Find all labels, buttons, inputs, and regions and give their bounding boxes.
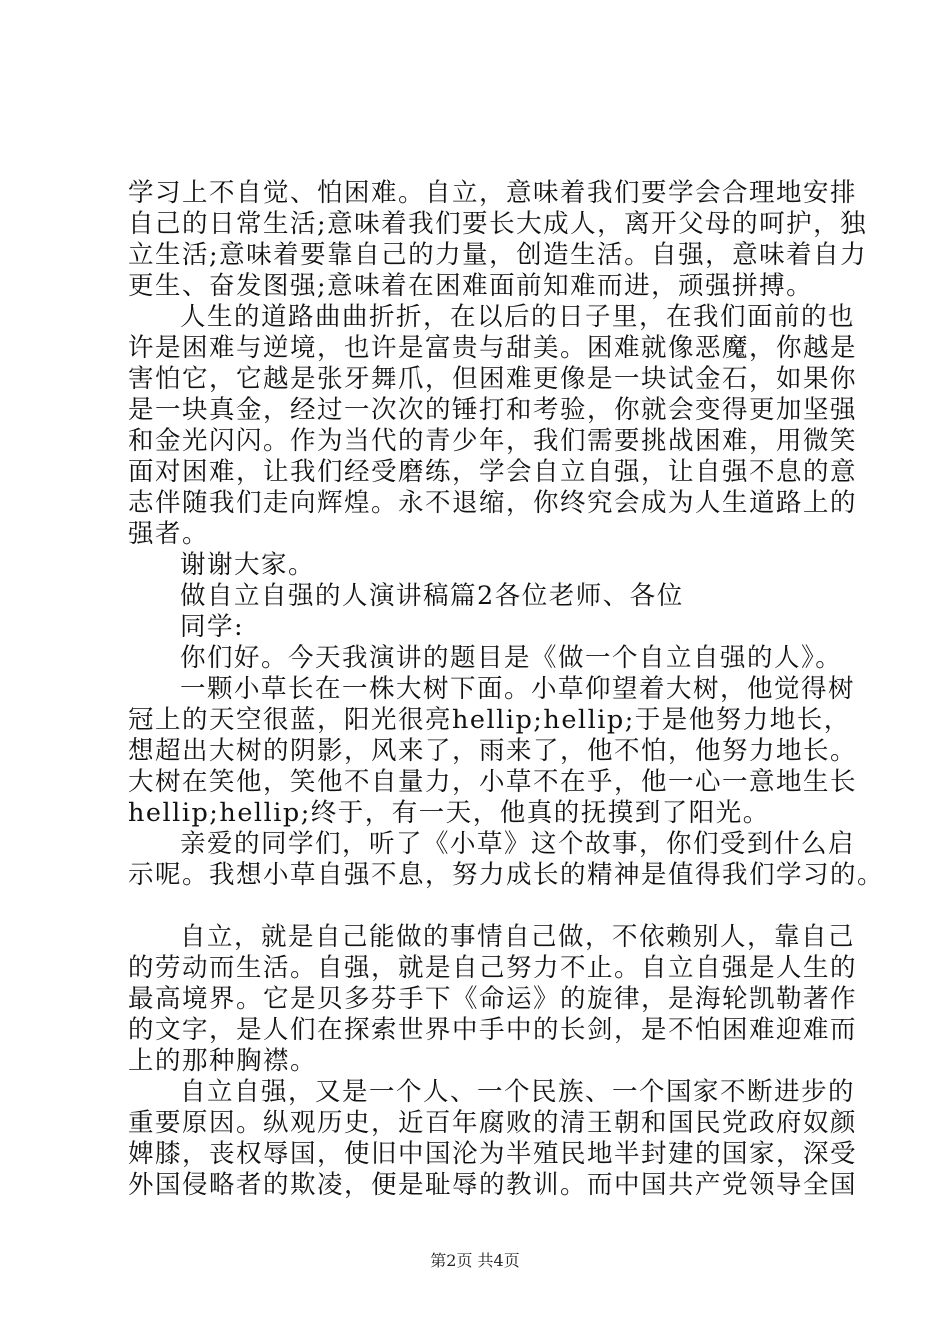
text-line: 强者。 (128, 519, 210, 549)
text-line: 学习上不自觉、怕困难。自立，意味着我们要学会合理地安排 (128, 178, 858, 208)
text-line: 外国侵略者的欺凌，便是耻辱的教训。而中国共产党领导全国 (128, 1170, 858, 1200)
body-text (128, 178, 885, 1201)
paragraph-start-line: 自立自强，又是一个人、一个民族、一个国家不断进步的 (180, 1077, 856, 1107)
text-line: 婢膝，丧权辱国，使旧中国沦为半殖民地半封建的国家，深受 (128, 1139, 858, 1169)
page-footer (0, 1248, 950, 1271)
text-line: 冠上的天空很蓝，阳光很亮hellip;hellip;于是他努力地长， (128, 705, 851, 735)
section-title-line: 做自立自强的人演讲稿篇2各位老师、各位 (180, 581, 684, 611)
paragraph-start-line: 你们好。今天我演讲的题目是《做一个自立自强的人》。 (180, 643, 843, 673)
text-line: 和金光闪闪。作为当代的青少年，我们需要挑战困难，用微笑 (128, 426, 858, 456)
paragraph-start-line: 谢谢大家。 (180, 550, 316, 580)
text-line: 更生、奋发图强;意味着在困难面前知难而进，顽强拼搏。 (128, 271, 814, 301)
text-line: 自己的日常生活;意味着我们要长大成人，离开父母的呵护，独 (128, 209, 868, 239)
text-line: 志伴随我们走向辉煌。永不退缩，你终究会成为人生道路上的 (128, 488, 858, 518)
text-line: 是一块真金，经过一次次的锤打和考验，你就会变得更加坚强 (128, 395, 858, 425)
text-line: 重要原因。纵观历史，近百年腐败的清王朝和国民党政府奴颜 (128, 1108, 858, 1138)
paragraph-start-line: 一颗小草长在一株大树下面。小草仰望着大树，他觉得树 (180, 674, 856, 704)
text-line: 同学: (180, 612, 245, 642)
text-line: hellip;hellip;终于，有一天，他真的抚摸到了阳光。 (128, 798, 770, 828)
blank-line (128, 891, 840, 922)
text-line: 的文字，是人们在探索世界中手中的长剑，是不怕困难迎难而 (128, 1015, 858, 1045)
text-line: 最高境界。它是贝多芬手下《命运》的旋律，是海轮凯勒著作 (128, 984, 858, 1014)
text-line: 的劳动而生活。自强，就是自己努力不止。自立自强是人生的 (128, 953, 858, 983)
text-line: 想超出大树的阴影，风来了，雨来了，他不怕，他努力地长。 (128, 736, 858, 766)
text-line: 面对困难，让我们经受磨练，学会自立自强，让自强不息的意 (128, 457, 858, 487)
text-line: 示呢。我想小草自强不息，努力成长的精神是值得我们学习的。 (128, 860, 885, 890)
text-line: 上的那种胸襟。 (128, 1046, 318, 1076)
paragraph-start-line: 人生的道路曲曲折折，在以后的日子里，在我们面前的也 (180, 302, 856, 332)
text-line: 许是困难与逆境，也许是富贵与甜美。困难就像恶魔，你越是 (128, 333, 858, 363)
text-line: 大树在笑他，笑他不自量力，小草不在乎，他一心一意地生长 (128, 767, 858, 797)
text-line: 害怕它，它越是张牙舞爪，但困难更像是一块试金石，如果你 (128, 364, 858, 394)
paragraph-start-line: 自立，就是自己能做的事情自己做，不依赖别人，靠自己 (180, 922, 856, 952)
page-number-label: 第2页 共4页 (430, 1251, 520, 1270)
paragraph-start-line: 亲爱的同学们，听了《小草》这个故事，你们受到什么启 (180, 829, 856, 859)
text-line: 立生活;意味着要靠自己的力量，创造生活。自强，意味着自力 (128, 240, 868, 270)
